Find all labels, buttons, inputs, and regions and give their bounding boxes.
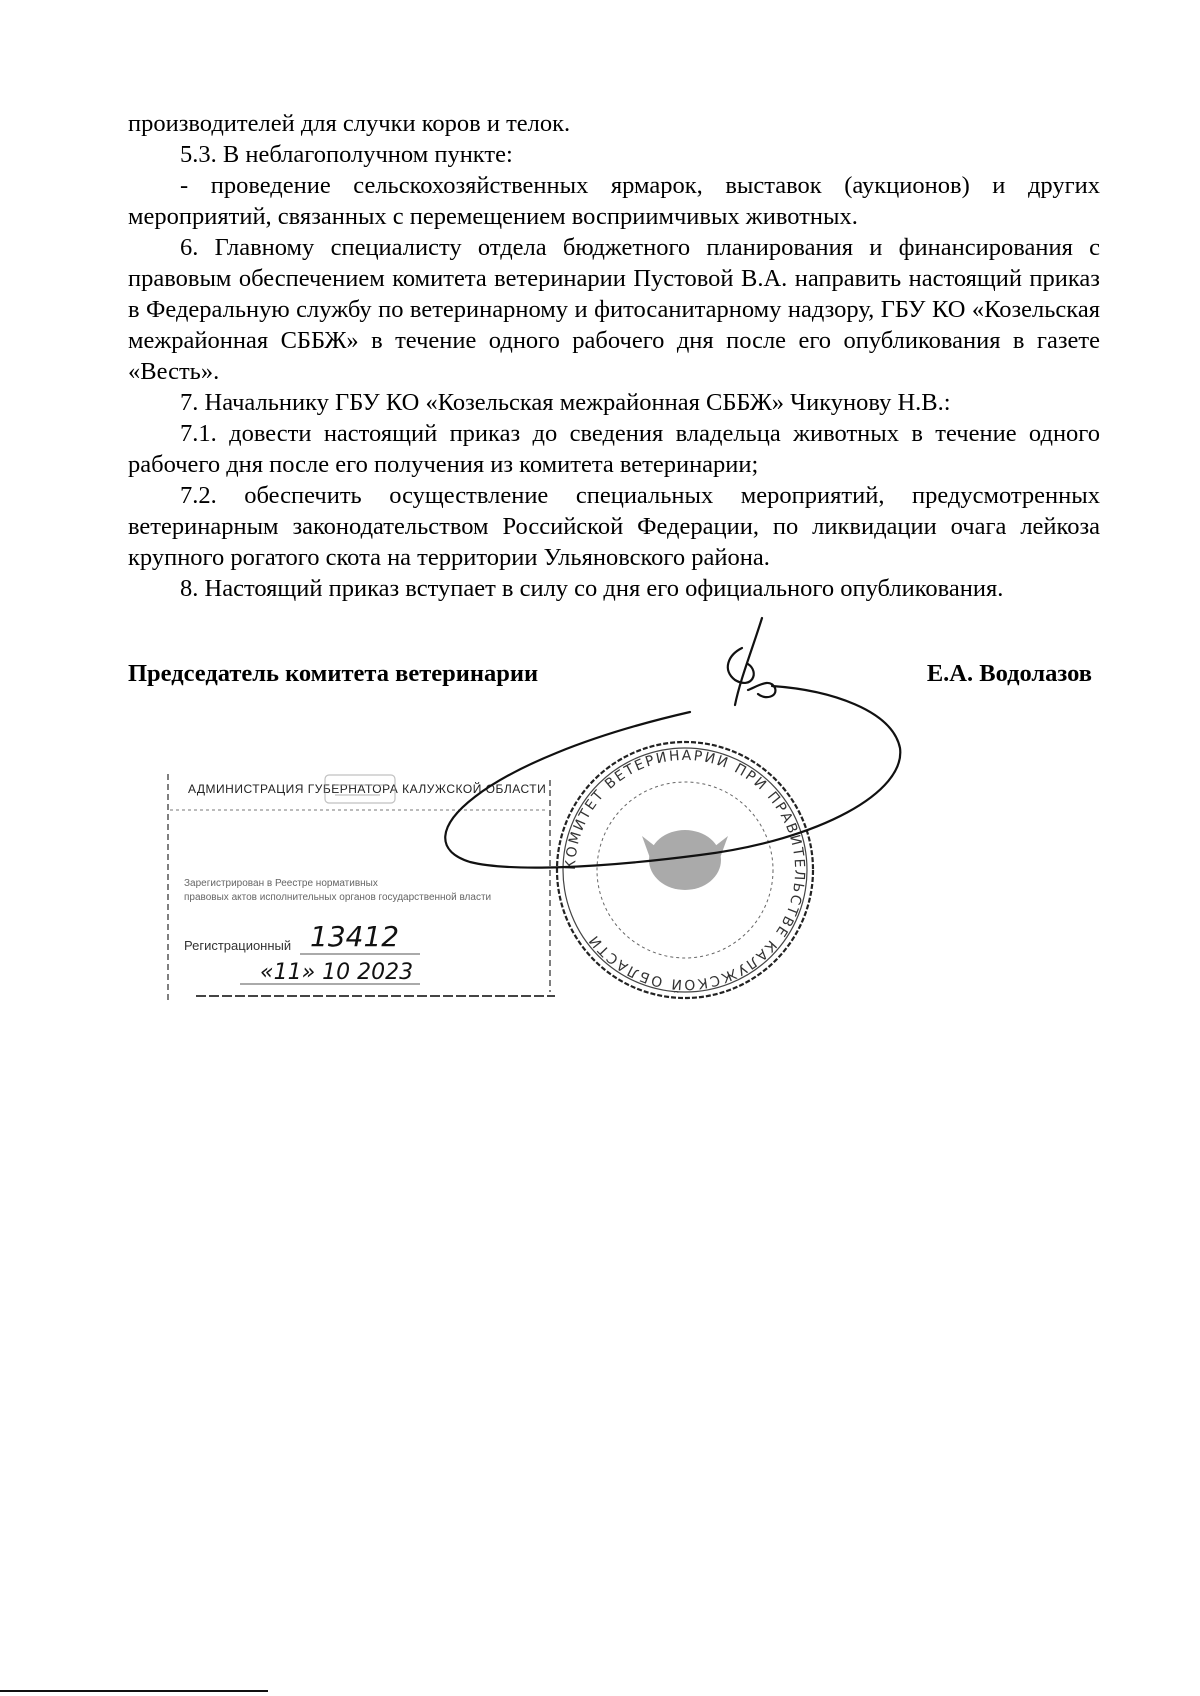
page-bottom-rule [0, 1690, 268, 1692]
paragraph-7-2: 7.2. обеспечить осуществление специальных мероприятий, предусмотренных ветеринарным законодательством Российской Федерации, по ликвидации очага лейкоза крупного рогатого скота на территории Ульяновского района. [128, 482, 1100, 571]
faint-mark-icon [325, 775, 395, 803]
svg-text:КОМИТЕТ ВЕТЕРИНАРИИ ПРИ ПРАВИТ: КОМИТЕТ ВЕТЕРИНАРИИ ПРИ ПРАВИТЕЛЬСТВЕ КАЛУЖСКОЙ ОБЛАСТИ [562, 747, 808, 993]
registration-number: 13412 [310, 920, 400, 953]
registration-stamp-header: АДМИНИСТРАЦИЯ ГУБЕРНАТОРА КАЛУЖСКОЙ ОБЛАСТИ [188, 782, 547, 796]
paragraph-5-3-item: - проведение сельскохозяйственных ярмарок, выставок (аукционов) и других мероприятий, связанных с перемещением восприимчивых животных. [128, 172, 1100, 230]
signatory-title: Председатель комитета ветеринарии [128, 660, 539, 687]
paragraph-7-1: 7.1. довести настоящий приказ до сведения владельца животных в течение одного рабочего дня после его получения из комитета ветеринарии; [128, 420, 1100, 478]
paragraph-7: 7. Начальнику ГБУ КО «Козельская межрайонная СББЖ» Чикунову Н.В.: [180, 389, 951, 416]
registration-stamp-line: правовых актов исполнительных органов государственной власти [184, 892, 492, 903]
registration-date: «11» 10 2023 [260, 960, 414, 985]
paragraph-6: 6. Главному специалисту отдела бюджетного планирования и финансирования с правовым обеспечением комитета ветеринарии Пустовой В.А. направить настоящий приказ в Федеральную службу по ветеринарному и фитосанитарному надзору, ГБУ КО «Козельская межрайонная СББЖ» в течение одного рабочего дня после его опубликования в газете «Весть». [128, 234, 1100, 385]
paragraph-5-3: 5.3. В неблагополучном пункте: [180, 141, 513, 168]
registration-stamp-line: Зарегистрирован в Реестре нормативных [184, 878, 378, 889]
paragraph-continuation: производителей для случки коров и телок. [128, 110, 571, 137]
official-seal-icon [557, 742, 813, 998]
registration-label: Регистрационный [184, 938, 292, 953]
paragraph-8: 8. Настоящий приказ вступает в силу со дня его официального опубликования. [180, 575, 1004, 602]
signatory-name: Е.А. Водолазов [926, 660, 1092, 687]
